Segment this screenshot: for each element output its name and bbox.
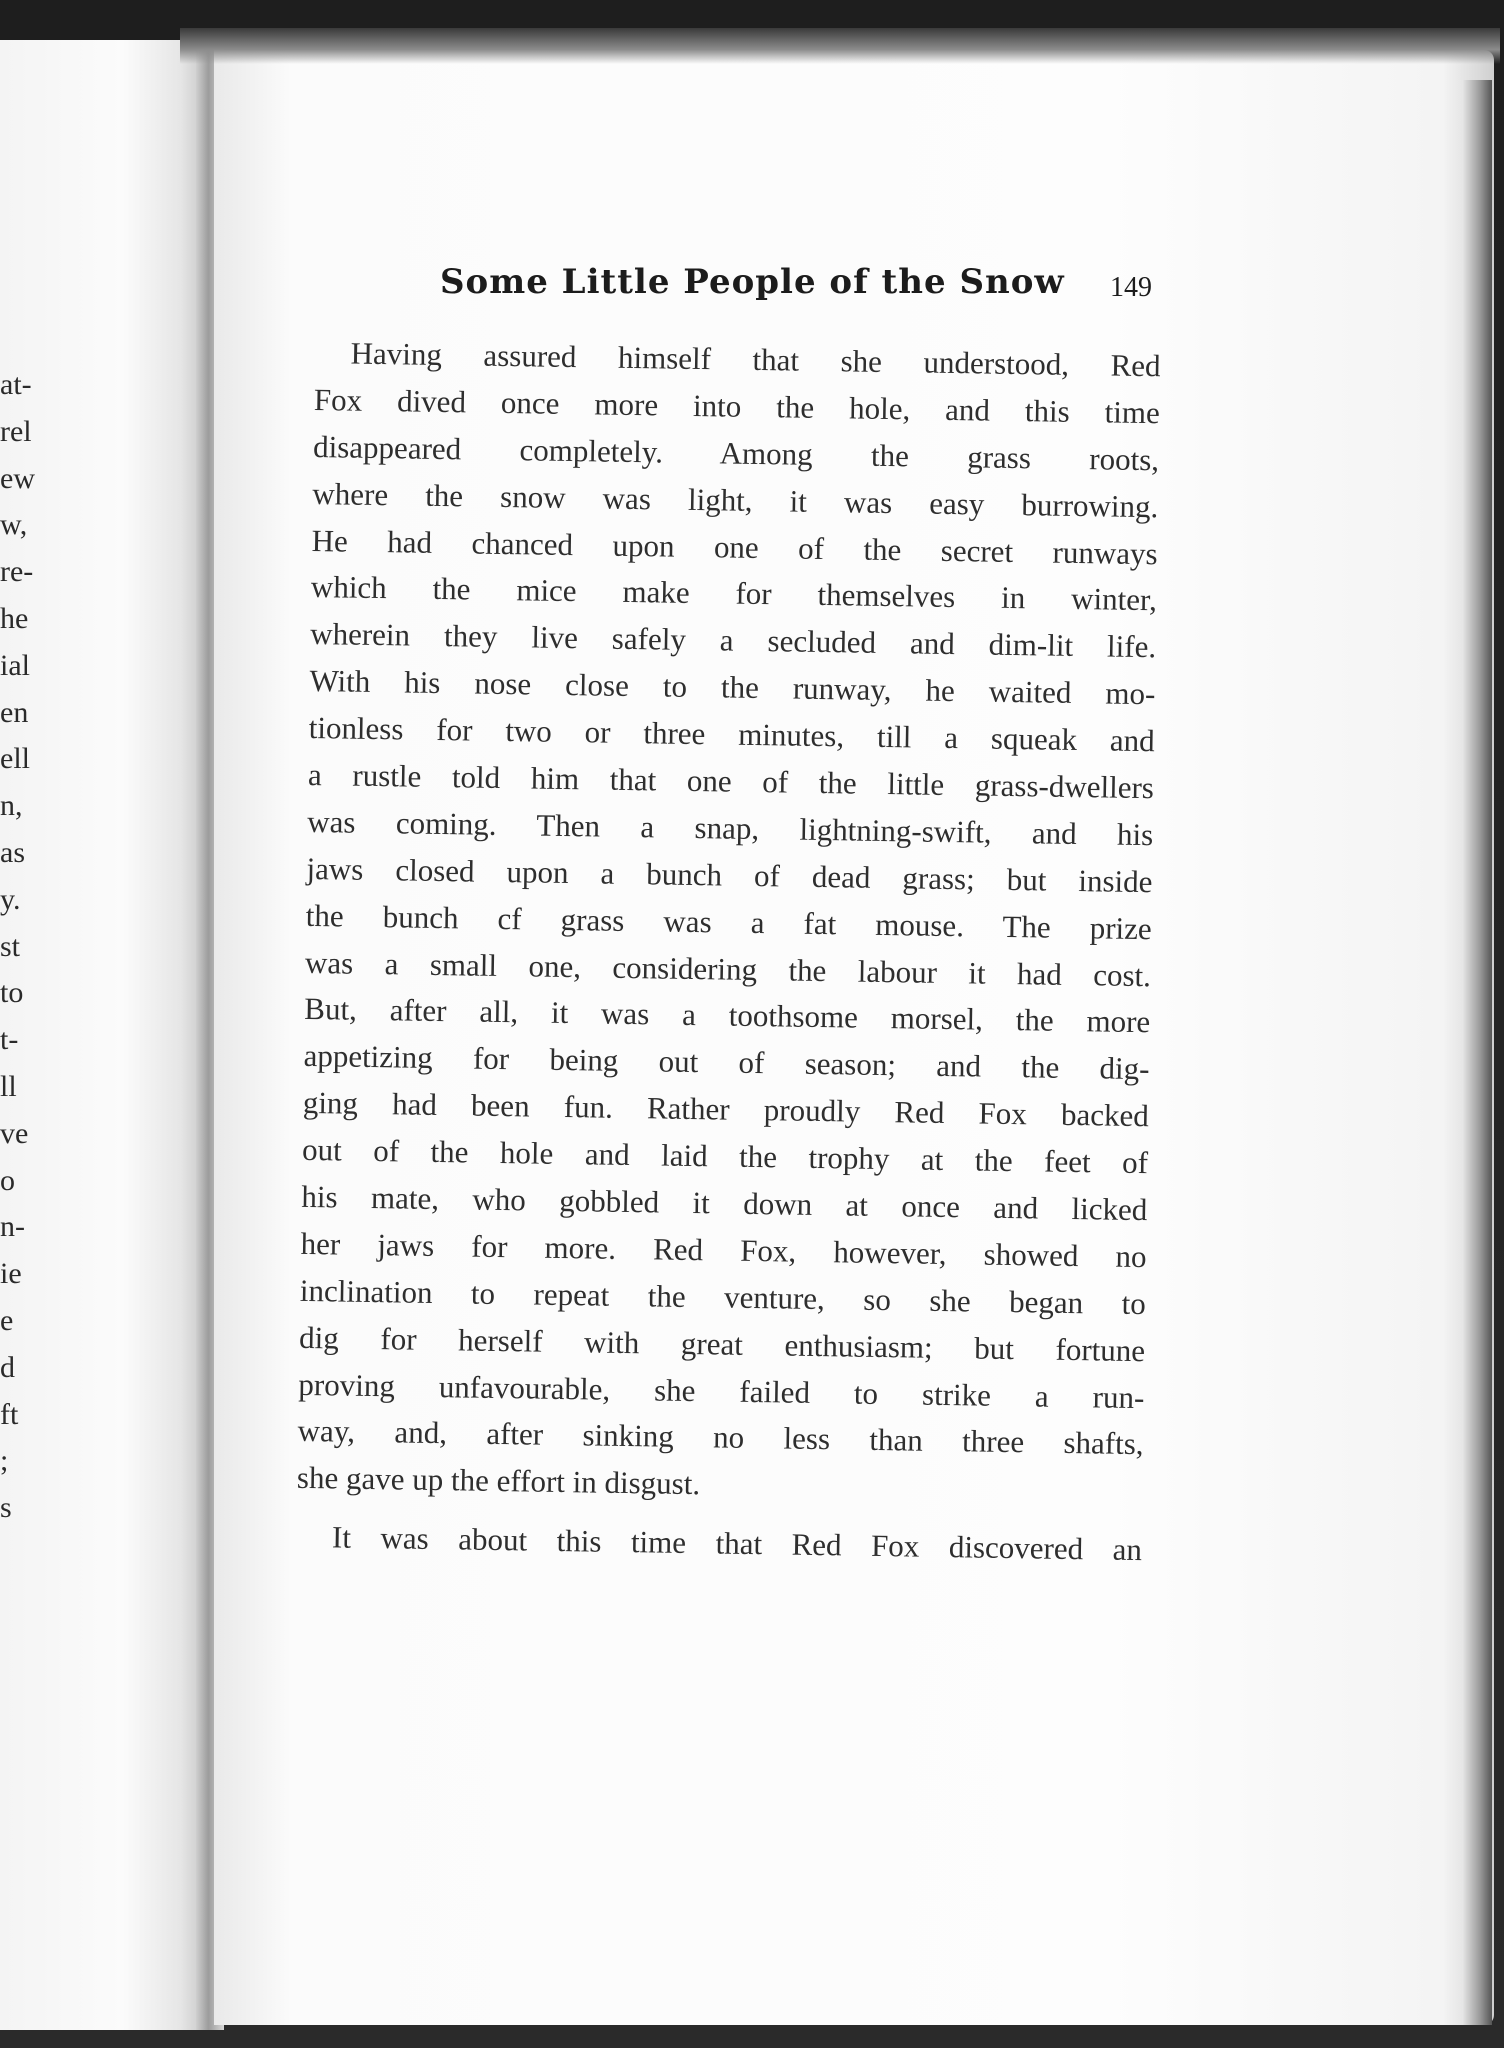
left-page-fragment: ew <box>0 461 35 495</box>
left-page-fragment: re- <box>0 555 34 589</box>
left-page-fragment: y. <box>0 882 21 916</box>
text-line: wherein they live safely a secluded and dim-lit life. <box>309 616 1157 665</box>
text-line: her jaws for more. Red Fox, however, showed no <box>300 1225 1147 1275</box>
page-edge-stack <box>1462 80 1492 2025</box>
left-page-text-fragments <box>0 362 60 1532</box>
text-line: With his nose close to the runway, he waited mo- <box>309 663 1156 712</box>
left-page <box>0 40 205 2030</box>
running-head <box>440 262 1160 322</box>
text-line: inclination to repeat the venture, so she began to <box>299 1272 1147 1321</box>
left-page-fragment: n, <box>0 789 23 823</box>
text-line: proving unfavourable, she failed to strike a run- <box>298 1366 1145 1415</box>
text-line: which the mice make for themselves in winter, <box>310 569 1158 618</box>
top-shadow <box>180 28 1500 64</box>
left-page-fragment: e <box>0 1303 14 1337</box>
text-line: the bunch cf grass was a fat mouse. The prize <box>305 897 1152 946</box>
left-page-fragment: he <box>0 601 29 635</box>
text-line: appetizing for being out of season; and the dig- <box>303 1038 1150 1087</box>
left-page-fragment: at- <box>0 368 32 401</box>
text-line: way, and, after sinking no less than three shafts, <box>297 1413 1144 1462</box>
text-line: his mate, who gobbled it down at once and licked <box>301 1178 1148 1228</box>
left-page-fragment: o <box>0 1163 15 1197</box>
left-page-fragment: ft <box>0 1397 19 1431</box>
running-title: Some Little People of the Snow <box>440 262 1065 302</box>
text-line: disappeared completely. Among the grass roots, <box>312 428 1160 478</box>
page-number: 149 <box>1110 272 1152 303</box>
left-page-fragment: ie <box>0 1257 22 1291</box>
text-line: It was about this time that Red Fox discovered an <box>331 1519 1143 1568</box>
left-page-fragment: st <box>0 929 21 963</box>
left-page-fragment: to <box>0 976 24 1010</box>
text-line: dig for herself with great enthusiasm; but fortune <box>298 1319 1146 1368</box>
left-page-fragment: ll <box>0 1069 17 1103</box>
paragraph-1 <box>297 330 1161 1515</box>
text-line: jaws closed upon a bunch of dead grass; but inside <box>306 850 1153 900</box>
left-page-fragment: ell <box>0 742 30 776</box>
body-text <box>296 330 1161 1574</box>
text-line: out of the hole and laid the trophy at the feet of <box>301 1132 1149 1181</box>
left-page-fragment: t- <box>0 1023 19 1057</box>
left-page-fragment: en <box>0 695 29 729</box>
text-line: she gave up the effort in disgust. <box>296 1460 701 1502</box>
left-page-fragment: w, <box>0 508 28 542</box>
text-line: Having assured himself that she understood, Red <box>350 335 1161 384</box>
text-line: ging had been fun. Rather proudly Red Fox backed <box>302 1085 1150 1134</box>
left-page-fragment: ve <box>0 1116 29 1150</box>
left-page-fragment: n- <box>0 1210 25 1244</box>
left-page-fragment: d <box>0 1350 15 1384</box>
text-line: was a small one, considering the labour it had cost. <box>304 944 1152 993</box>
left-page-fragment: as <box>0 835 25 869</box>
left-page-fragment: ; <box>0 1444 9 1478</box>
text-line: a rustle told him that one of the little grass-dwellers <box>307 756 1155 806</box>
text-line: Fox dived once more into the hole, and this time <box>313 381 1161 431</box>
left-page-fragment: ial <box>0 648 30 682</box>
text-line: was coming. Then a snap, lightning-swift, and his <box>307 803 1154 853</box>
text-line: tionless for two or three minutes, till a squeak and <box>308 710 1155 759</box>
left-page-fragment: s <box>0 1491 12 1525</box>
left-page-fragment: rel <box>0 414 32 448</box>
text-line: He had chanced upon one of the secret runways <box>311 522 1158 571</box>
text-line: But, after all, it was a toothsome morsel, the more <box>304 991 1151 1040</box>
text-line: where the snow was light, it was easy burrowing. <box>312 475 1159 524</box>
